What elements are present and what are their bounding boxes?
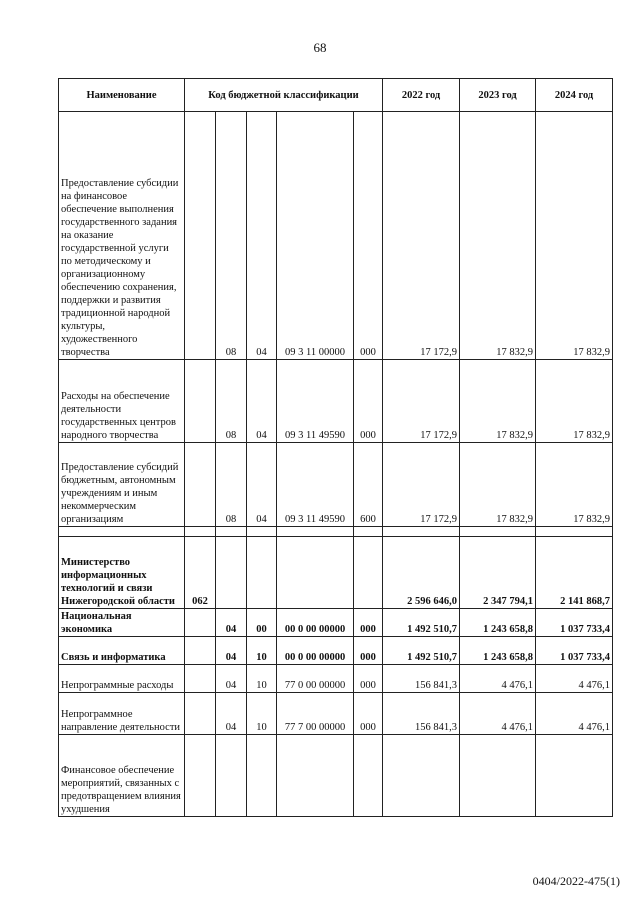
row-ved: 062: [185, 537, 216, 609]
row-pr: [247, 735, 277, 817]
row-pr: 10: [247, 665, 277, 693]
document-code: 0404/2022-475(1): [532, 874, 620, 888]
row-rz: 08: [216, 112, 247, 360]
row-csr: 77 7 00 00000: [277, 693, 354, 735]
row-rz: 04: [216, 665, 247, 693]
header-2023: 2023 год: [460, 79, 536, 112]
row-name: Национальная экономика: [59, 609, 185, 637]
row-2024: 17 832,9: [536, 443, 613, 527]
row-2022: [383, 735, 460, 817]
row-pr: 04: [247, 443, 277, 527]
row-pr: 10: [247, 693, 277, 735]
row-vr: 000: [354, 665, 383, 693]
row-name: Непрограммное направление деятельности: [59, 693, 185, 735]
row-2023: 4 476,1: [460, 665, 536, 693]
header-row: [59, 79, 613, 112]
row-ved: [185, 360, 216, 443]
row-vr: 000: [354, 360, 383, 443]
row-rz: 04: [216, 693, 247, 735]
table-row: [59, 609, 613, 637]
spacer-row: [59, 527, 613, 537]
row-2023: 17 832,9: [460, 443, 536, 527]
row-csr: 09 3 11 49590: [277, 443, 354, 527]
header-2024: 2024 год: [536, 79, 613, 112]
row-vr: 000: [354, 609, 383, 637]
row-name: Предоставление субсидии на финансовое обеспечение выполнения государственного задания на оказание государственной услуги по методическому и организационному обеспечению сохранения, поддержки и развития традиционной народной культуры, художественного творчества: [59, 112, 185, 360]
row-2023: 1 243 658,8: [460, 637, 536, 665]
row-name: Расходы на обеспечение деятельности государственных центров народного творчества: [59, 360, 185, 443]
row-vr: 000: [354, 637, 383, 665]
row-name: Министерство информационных технологий и связи Нижегородской области: [59, 537, 185, 609]
budget-table: [58, 78, 613, 817]
row-pr: 04: [247, 360, 277, 443]
row-rz: 04: [216, 637, 247, 665]
table-row: [59, 665, 613, 693]
row-2022: 1 492 510,7: [383, 637, 460, 665]
row-ved: [185, 609, 216, 637]
row-pr: 10: [247, 637, 277, 665]
row-vr: 000: [354, 693, 383, 735]
row-2023: 2 347 794,1: [460, 537, 536, 609]
row-2024: 1 037 733,4: [536, 637, 613, 665]
row-csr: [277, 537, 354, 609]
table-row: [59, 360, 613, 443]
row-name: Финансовое обеспечение мероприятий, связанных с предотвращением влияния ухудшения: [59, 735, 185, 817]
row-2023: 17 832,9: [460, 112, 536, 360]
row-2022: 156 841,3: [383, 665, 460, 693]
row-csr: [277, 735, 354, 817]
row-rz: [216, 537, 247, 609]
row-2023: 17 832,9: [460, 360, 536, 443]
table-row: [59, 735, 613, 817]
row-2023: 4 476,1: [460, 693, 536, 735]
page-number: 68: [313, 40, 327, 55]
row-vr: [354, 735, 383, 817]
row-2023: [460, 735, 536, 817]
row-ved: [185, 693, 216, 735]
table-row: [59, 693, 613, 735]
row-name: Непрограммные расходы: [59, 665, 185, 693]
row-pr: [247, 537, 277, 609]
row-csr: 77 0 00 00000: [277, 665, 354, 693]
row-ved: [185, 637, 216, 665]
table-row: [59, 112, 613, 360]
row-2024: 4 476,1: [536, 693, 613, 735]
header-2022: 2022 год: [383, 79, 460, 112]
row-vr: 600: [354, 443, 383, 527]
row-csr: 09 3 11 49590: [277, 360, 354, 443]
row-ved: [185, 443, 216, 527]
row-2022: 17 172,9: [383, 112, 460, 360]
row-2024: 17 832,9: [536, 360, 613, 443]
header-name: Наименование: [59, 79, 185, 112]
row-rz: [216, 735, 247, 817]
row-2022: 17 172,9: [383, 443, 460, 527]
row-2023: 1 243 658,8: [460, 609, 536, 637]
header-code: Код бюджетной классификации: [185, 79, 383, 112]
row-ved: [185, 112, 216, 360]
row-rz: 08: [216, 360, 247, 443]
row-rz: 04: [216, 609, 247, 637]
row-2022: 2 596 646,0: [383, 537, 460, 609]
row-ved: [185, 665, 216, 693]
row-2024: 17 832,9: [536, 112, 613, 360]
row-pr: 04: [247, 112, 277, 360]
row-2022: 17 172,9: [383, 360, 460, 443]
row-csr: 00 0 00 00000: [277, 609, 354, 637]
table-row: [59, 443, 613, 527]
row-csr: 09 3 11 00000: [277, 112, 354, 360]
row-2024: 1 037 733,4: [536, 609, 613, 637]
table-row: [59, 637, 613, 665]
row-vr: 000: [354, 112, 383, 360]
row-vr: [354, 537, 383, 609]
row-2024: 2 141 868,7: [536, 537, 613, 609]
row-2024: [536, 735, 613, 817]
row-rz: 08: [216, 443, 247, 527]
row-2024: 4 476,1: [536, 665, 613, 693]
row-2022: 156 841,3: [383, 693, 460, 735]
row-csr: 00 0 00 00000: [277, 637, 354, 665]
row-pr: 00: [247, 609, 277, 637]
row-name: Предоставление субсидий бюджетным, автономным учреждениям и иным некоммерческим организациям: [59, 443, 185, 527]
row-ved: [185, 735, 216, 817]
table-row: [59, 537, 613, 609]
row-name: Связь и информатика: [59, 637, 185, 665]
row-2022: 1 492 510,7: [383, 609, 460, 637]
